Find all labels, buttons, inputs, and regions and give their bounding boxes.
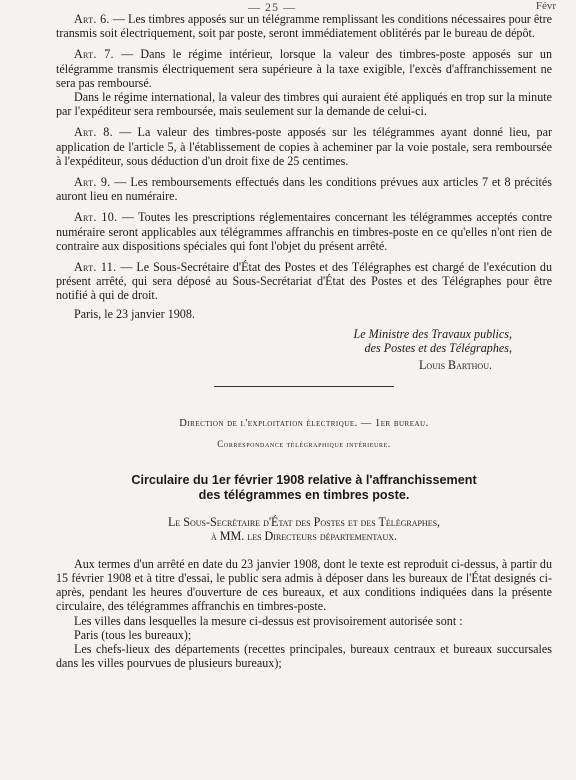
signature-block bbox=[56, 327, 552, 373]
body-list-item: Paris (tous les bureaux); bbox=[74, 627, 192, 642]
direction-subheading: Correspondance télégraphique intérieure. bbox=[217, 438, 391, 449]
article-7-international: Dans le régime international, la valeur des timbres qui auraient été appliqués en trop sur la minute par l'expéditeur sera remboursée, mais seulement sur la demande de celui-ci. bbox=[56, 90, 552, 119]
article-8: Art. 8. — La valeur des timbres-poste apposés sur les télégrammes ayant donné lieu, par application de l'article 5, à l'établissement de copies à acheminer par la voie postale, sera remboursée à l'expéditeur, sous déduction d'un droit fixe de 25 centimes. bbox=[56, 125, 552, 168]
signature-title-1: Le Ministre des Travaux publics, bbox=[353, 326, 512, 341]
body-paragraph: Les villes dans lesquelles la mesure ci-dessus est provisoirement autorisée sont : bbox=[74, 613, 463, 628]
page-content bbox=[56, 12, 552, 671]
body-paragraph: Aux termes d'un arrêté en date du 23 janvier 1908, dont le texte est reproduit ci-dessus, à partir du 15 février 1908 et à titre d'essai, le public sera admis à déposer dans les bureaux de l'État designés ci-après, pendant les heures d'ouverture de ces bureaux, et aux conditions indiquées dans la présente circulaire, des télégrammes affranchis en timbres-poste. bbox=[56, 556, 552, 614]
article-10: Art. 10. — Toutes les prescriptions réglementaires concernant les télégrammes acceptés contre numéraire seront applicables aux télégrammes affranchis en timbres-poste en ce qu'elles n'ont rien de contraire aux dispositions spéciales qui font l'objet du présent arrêté. bbox=[56, 210, 553, 253]
signature-title-2: des Postes et des Télégraphes, bbox=[364, 341, 512, 356]
page-number: — 25 — bbox=[248, 0, 296, 14]
signature-name: Louis Barthou. bbox=[418, 358, 492, 373]
article-11: Art. 11. — Le Sous-Secrétaire d'État des Postes et des Télégraphes est chargé de l'exécution du présent arrêté, qui sera déposé au Sous-Secrétariat d'État des Postes et des Télégraphes pour être notifié à qui de droit. bbox=[56, 260, 552, 303]
section-divider bbox=[214, 386, 394, 387]
date-line: Paris, le 23 janvier 1908. bbox=[74, 306, 195, 321]
direction-heading: Direction de l'exploitation électrique. — 1er bureau. bbox=[179, 418, 429, 430]
circular-address: Le Sous-Secrétaire d'État des Postes et des Télégraphes, à MM. les Directeurs départementaux. bbox=[167, 514, 441, 543]
body-list-item: Les chefs-lieux des départements (recettes principales, bureaux centraux et bureaux succursales dans les villes pourvues de plusieurs bureaux); bbox=[56, 642, 552, 671]
circular-body bbox=[56, 557, 552, 671]
circular-title: Circulaire du 1er février 1908 relative à l'affranchissement des télégrammes en timbres poste. bbox=[131, 472, 477, 502]
article-6: Art. 6. — Les timbres apposés sur un télégramme remplissant les conditions nécessaires pour être transmis soit électriquement, soit par poste, seront immédiatement oblitérés par le bureau de dépôt. bbox=[56, 12, 552, 41]
article-9: Art. 9. — Les remboursements effectués dans les conditions prévues aux articles 7 et 8 précités auront lieu en numéraire. bbox=[56, 175, 552, 204]
article-7: Art. 7. — Dans le régime intérieur, lorsque la valeur des timbres-poste apposés sur un télégramme transmis électriquement sera supérieure à la taxe exigible, l'excès d'affranchissement ne sera pas remboursé. bbox=[56, 47, 552, 90]
header-right-text: Févr bbox=[535, 0, 556, 12]
